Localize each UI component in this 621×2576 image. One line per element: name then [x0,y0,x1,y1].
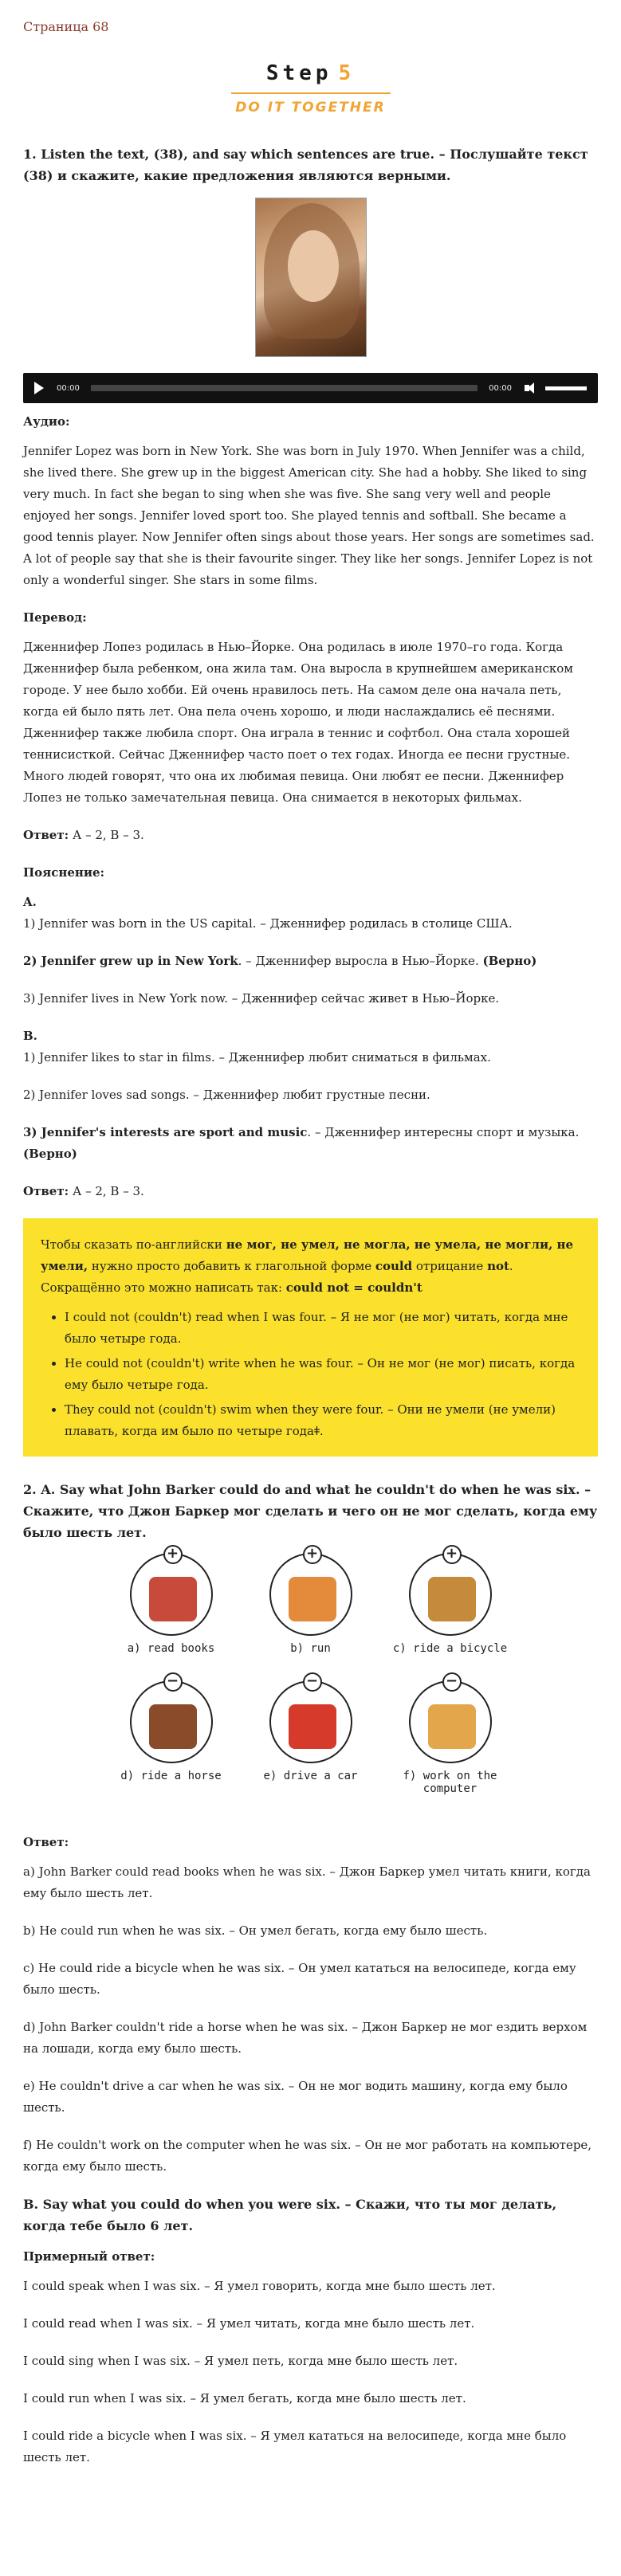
rule-p2-bold: could not = couldn't [285,1280,423,1295]
task2-answer: d) John Barker couldn't ride a horse when he was six. – Джон Баркер не мог ездить верхом на лошади, когда ему было шесть. [23,2020,588,2056]
step-title [223,59,399,88]
rule-p1-mid: нужно просто добавить к глагольной форме [88,1259,375,1273]
a2 [23,951,598,972]
picture-circle [269,1545,352,1636]
minus-icon: − [442,1672,462,1692]
picture-circle [409,1672,492,1763]
answer-1 [23,825,598,846]
volume-slider[interactable] [545,386,587,390]
picture-caption: a) read books [127,1642,215,1655]
car-icon [289,1704,336,1749]
task2-answer: b) He could run when he was six. – Он умел бегать, когда ему было шесть. [23,1923,488,1938]
step-header [223,59,399,131]
audio-current-time: 00:00 [57,383,80,393]
minus-icon: − [303,1672,322,1692]
answer2-text: А – 2, В – 3. [69,1184,144,1198]
translation-label: Перевод: [23,610,87,625]
picture-drive-car [251,1672,371,1800]
answer-2 [23,1181,598,1202]
sample-answer-label: Примерный ответ: [23,2249,155,2264]
rule-p2-start: отрицание [415,1259,488,1273]
picture-read-books [112,1545,231,1672]
section-b: B. [23,1029,37,1043]
task2-answer: c) He could ride a bicycle when he was six. – Он умел кататься на велосипеде, когда ему было шесть. [23,1961,576,1997]
task2-answer: f) He couldn't work on the computer when he was six. – Он не мог работать на компьютере, когда ему было шесть. [23,2138,592,2174]
rule-paragraph [41,1234,580,1299]
b3-rest: . – Дженнифер интересны спорт и музыка. [307,1125,580,1139]
play-icon[interactable] [34,382,44,394]
step-subtitle: DO IT TOGETHER [235,100,386,116]
portrait-face [288,230,339,302]
audio-label: Аудио: [23,414,70,429]
text-english: Jennifer Lopez was born in New York. She was born in July 1970. When Jennifer was a child, she lived there. She grew up in the biggest American city. She had a hobby. She liked to sing very much. In fact she began to sing when she was five. She sang very well and people enjoyed her songs. Jennifer loved sport too. She played tennis and softball. She became a good tennis player. Now Jennifer often sings about those years. Her songs are sometimes sad. A lot of people say that she is their favourite singer. They like her songs. Jennifer Lopez is not only a wonderful singer. She stars in some films. [23,444,595,587]
rule-example: • They could not (couldn't) swim when they were four. – Они не умели (не умели) плавать, когда им было по четыре годаǂ. [65,1399,580,1442]
picture-circle [130,1545,213,1636]
b3-mark: (Верно) [23,1147,77,1161]
step-word: Step [265,61,332,85]
picture-caption: f) work on the computer [403,1770,497,1795]
step-number: 5 [338,61,356,85]
text-russian: Дженнифер Лопез родилась в Нью–Йорке. Она родилась в июле 1970–го года. Когда Дженнифер была ребенком, она жила там. Она выросла в крупнейшем американском городе. У нее было хобби. Ей очень нравилось петь. На самом деле она начала петь, когда ей было пять лет. Она пела очень хорошо, и люди наслаждались её песнями. Дженнифер также любила спорт. Она играла в теннис и софтбол. Она стала хорошей теннисисткой. Сейчас Дженнифер часто поет о тех годах. Иногда ее песни грустные. Много людей говорят, что она их любимая певица. Они любят ее песни. Дженнифер Лопез не только замечательная певица. Она снимается в некоторых фильмах. [23,640,573,805]
answer2-label: Ответ: [23,1184,69,1198]
answer-text: А – 2, В – 3. [69,828,144,842]
rule-p1-could: could [375,1259,413,1273]
picture-ride-horse [112,1672,231,1800]
b3-bold: 3) Jennifer's interests are sport and music [23,1125,308,1139]
sample-answer: I could read when I was six. – Я умел читать, когда мне было шесть лет. [23,2316,475,2331]
rule-p1-bold: не мог, не умел, не могла, не умела, не могли, не умели, [41,1237,574,1273]
b2: 2) Jennifer loves sad songs. – Дженнифер любит грустные песни. [23,1088,430,1102]
rule-p2-mid: . Сокращённо это можно написать так: [41,1259,513,1295]
b3 [23,1122,598,1165]
run-icon [289,1577,336,1621]
task2-title: 2. A. Say what John Barker could do and what he couldn't do when he was six. – Скажите, что Джон Баркер мог сделать и чего он не мог сделать, когда ему было шесть лет. [23,1482,598,1540]
a1: 1) Jennifer was born in the US capital. – Дженнифер родилась в столице США. [23,916,513,931]
a2-bold: 2) Jennifer grew up in New York [23,954,238,968]
audio-player[interactable] [23,373,598,403]
picture-computer [391,1672,510,1800]
volume-icon[interactable] [525,382,537,394]
picture-caption: d) ride a horse [120,1770,222,1782]
portrait-image [255,198,367,357]
rule-p2-not: not [487,1259,509,1273]
grammar-rule-box [23,1218,598,1457]
rule-p1-start: Чтобы сказать по-английски [41,1237,226,1252]
task2-answer: a) John Barker could read books when he was six. – Джон Баркер умел читать книги, когда ему было шесть лет. [23,1864,591,1900]
horse-icon [149,1704,197,1749]
task2b-title: B. Say what you could do when you were six. – Скажи, что ты мог делать, когда тебе было 6 лет. [23,2197,557,2233]
picture-ride-bicycle [391,1545,510,1672]
picture-caption: c) ride a bicycle [392,1642,508,1655]
a2-rest: . – Дженнифер выросла в Нью–Йорке. [238,954,483,968]
sample-answer: I could ride a bicycle when I was six. – Я умел кататься на велосипеде, когда мне было шесть лет. [23,2429,567,2464]
plus-icon: + [303,1545,322,1564]
bicycle-icon [428,1577,476,1621]
a2-mark: (Верно) [482,954,537,968]
task1-title: 1. Listen the text, (38), and say which sentences are true. – Послушайте текст (38) и скажите, какие предложения являются верными. [23,147,588,183]
explain-label: Пояснение: [23,865,105,880]
plus-icon: + [163,1545,183,1564]
a3: 3) Jennifer lives in New York now. – Дженнифер сейчас живет в Нью–Йорке. [23,991,500,1006]
audio-duration: 00:00 [489,383,512,393]
section-a: A. [23,895,37,909]
sample-answer: I could speak when I was six. – Я умел говорить, когда мне было шесть лет. [23,2279,496,2293]
page-link[interactable]: Страница 68 [23,19,109,34]
picture-caption: b) run [290,1642,331,1655]
task2-answer-label: Ответ: [23,1835,69,1849]
b1: 1) Jennifer likes to star in films. – Дженнифер любит сниматься в фильмах. [23,1050,491,1065]
sample-answer: I could sing when I was six. – Я умел петь, когда мне было шесть лет. [23,2354,458,2368]
picture-caption: e) drive a car [263,1770,358,1782]
sample-answer: I could run when I was six. – Я умел бегать, когда мне было шесть лет. [23,2391,466,2405]
minus-icon: − [163,1672,183,1692]
activity-pictures [112,1545,510,1808]
audio-progress-track[interactable] [91,385,478,391]
computer-icon [428,1704,476,1749]
picture-run [251,1545,371,1672]
answer-label: Ответ: [23,828,69,842]
picture-circle [269,1672,352,1763]
task2-answer: e) He couldn't drive a car when he was six. – Он не мог водить машину, когда ему было шесть. [23,2079,568,2115]
step-underline [231,92,391,94]
plus-icon: + [442,1545,462,1564]
read-books-icon [149,1577,197,1621]
picture-circle [130,1672,213,1763]
rule-examples [60,1307,580,1442]
picture-circle [409,1545,492,1636]
rule-example: • He could not (couldn't) write when he was four. – Он не мог (не мог) писать, когда ему было четыре года. [65,1353,580,1396]
rule-example: • I could not (couldn't) read when I was four. – Я не мог (не мог) читать, когда мне было четыре года. [65,1307,580,1350]
